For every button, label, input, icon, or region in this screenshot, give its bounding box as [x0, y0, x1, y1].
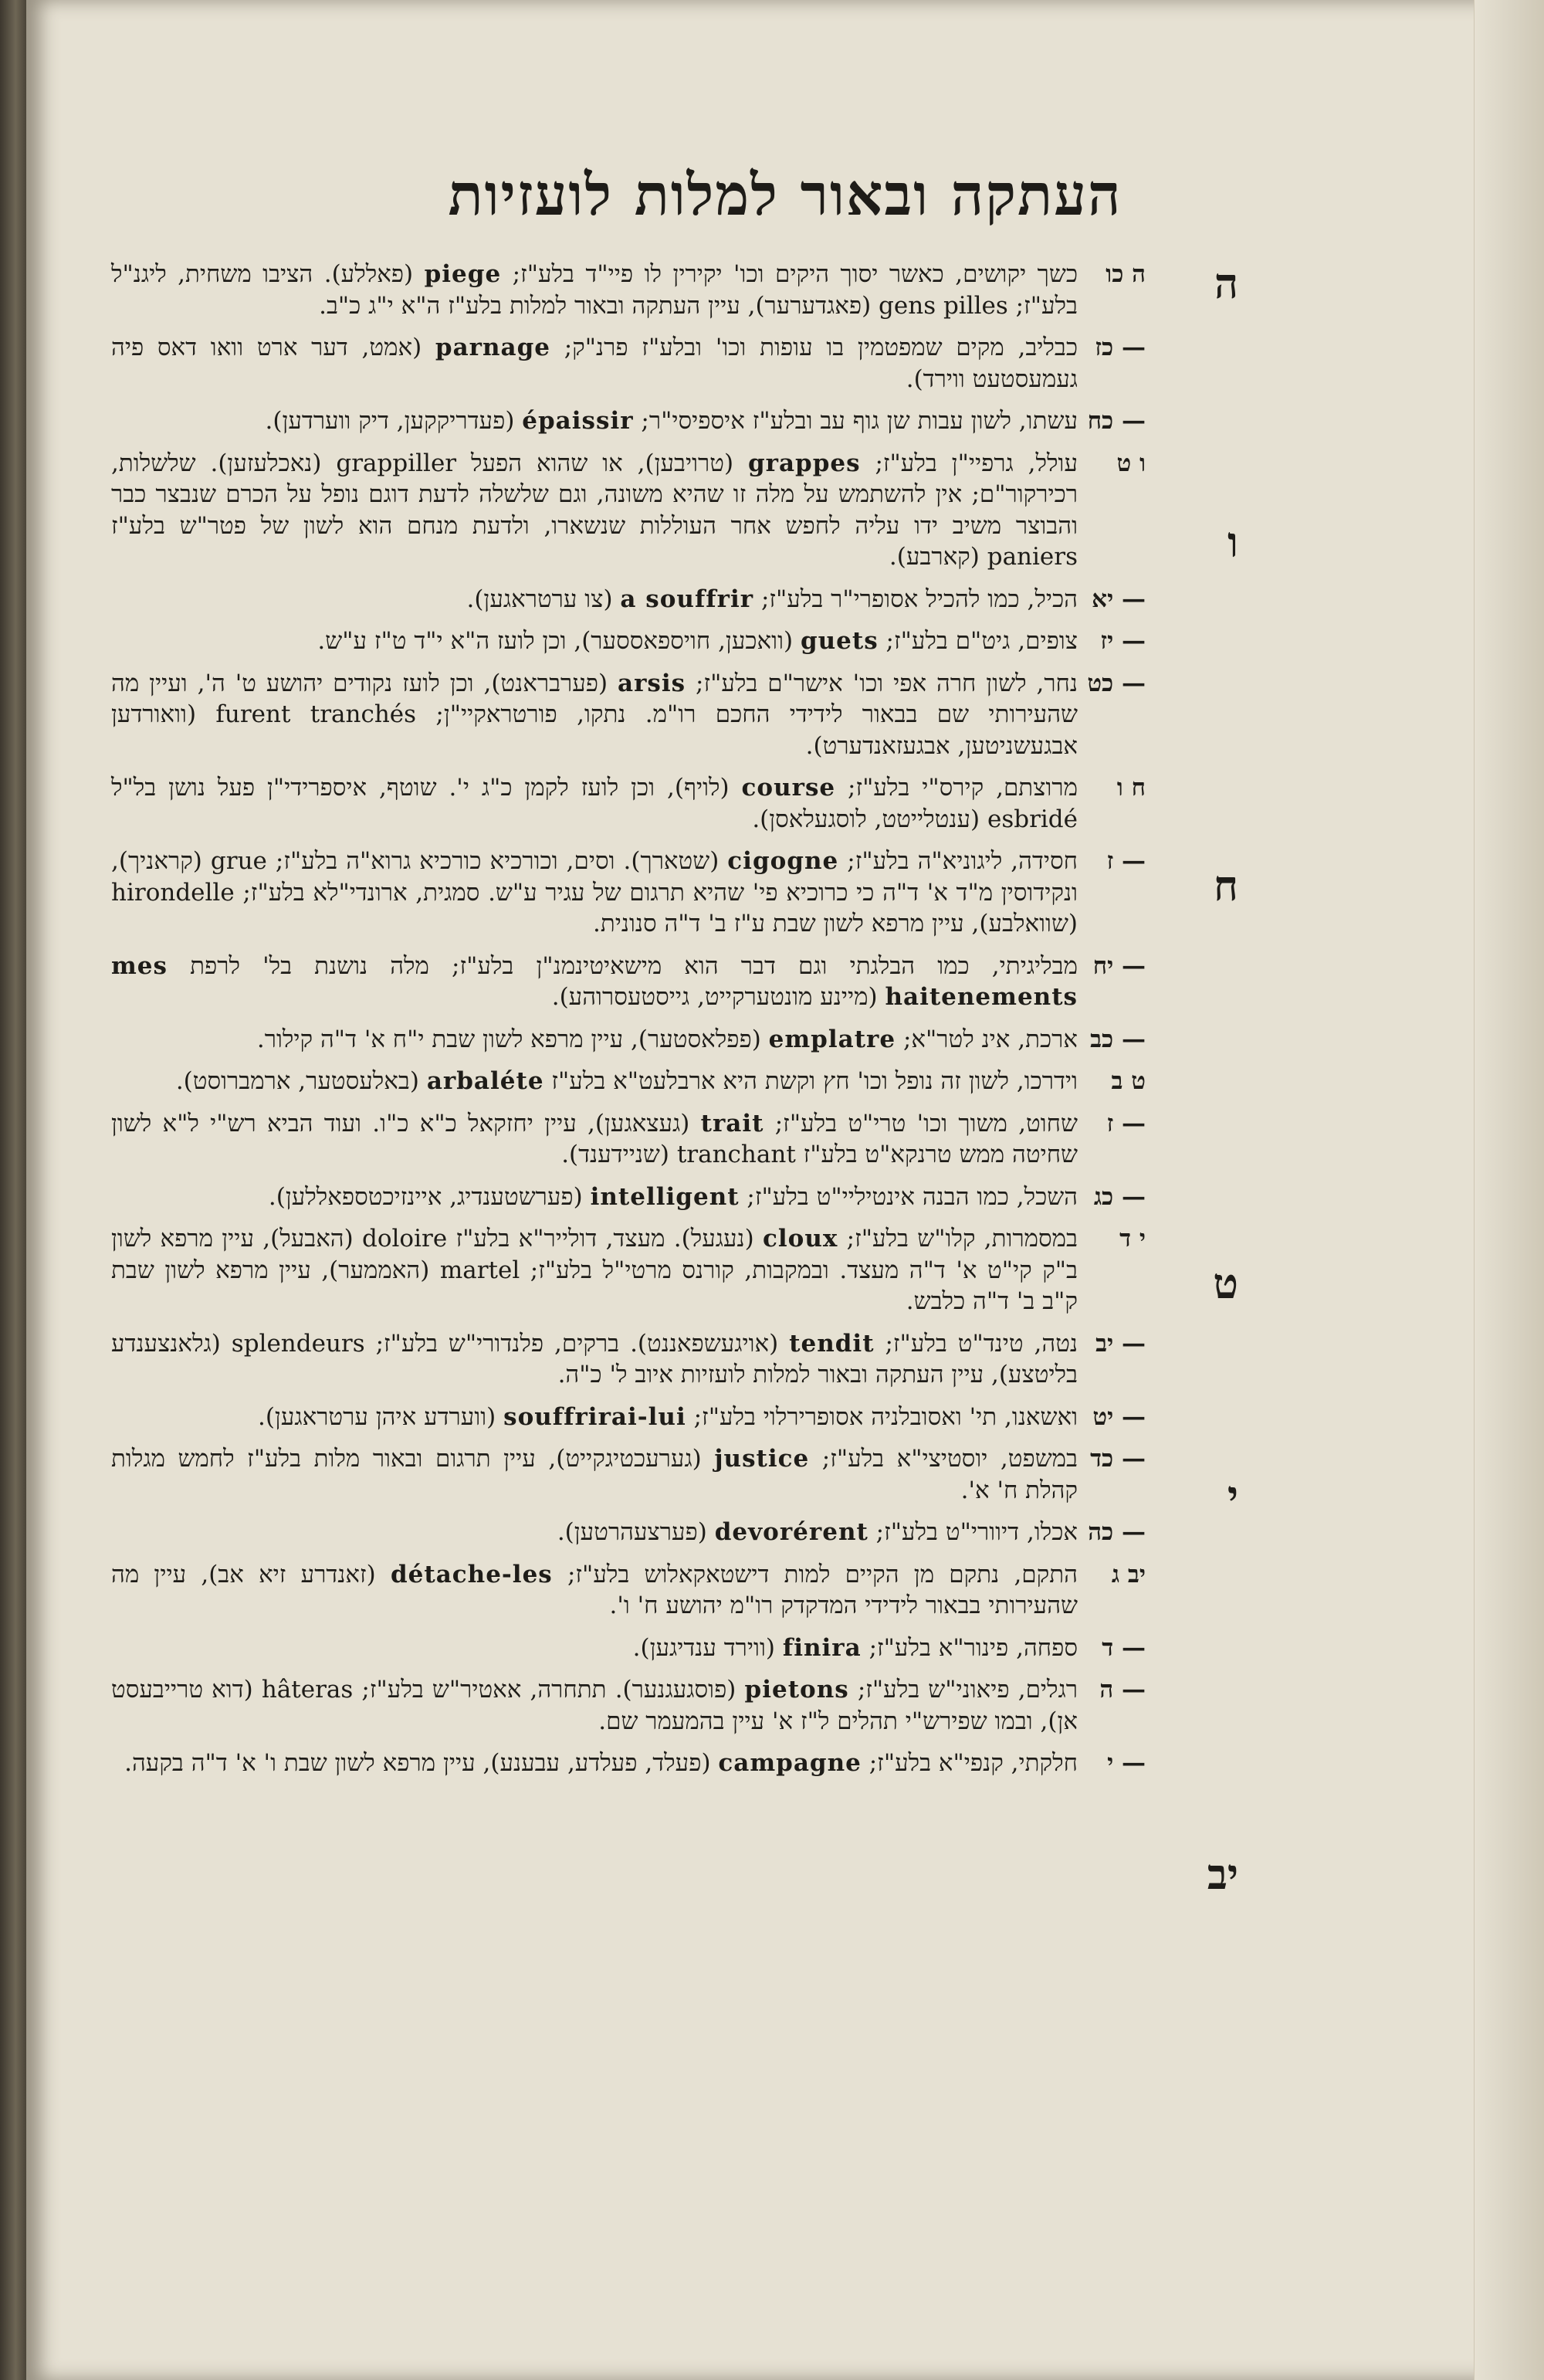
entry-hebrew: ארכת, אינ לטר"א;: [896, 1025, 1078, 1053]
entries-list: [111, 259, 1146, 2305]
entry: [111, 1674, 1146, 1737]
entry-latin-word: parnage: [435, 334, 551, 361]
entry-text: [111, 772, 1078, 835]
entry-hebrew: צופים, גיט"ם בלע"ז;: [878, 627, 1078, 655]
entry-latin-word: course: [741, 774, 836, 802]
entry-number: ו ט: [1116, 449, 1146, 477]
entry: [111, 1066, 1146, 1097]
entry: [111, 846, 1146, 940]
entry-latin-word: arbaléte: [426, 1067, 544, 1095]
entry-gloss: (צו ערטראגען).: [466, 585, 621, 613]
entry-number: — יז: [1100, 627, 1146, 655]
entry: [111, 1223, 1146, 1317]
page-header: העתקה ובאור למלות לועזיות: [448, 162, 1122, 229]
entry-gloss: (אמט, דער ארט וואו דאס פיה געמעסטעט ווירד).: [111, 334, 1078, 393]
entry-text: [111, 584, 1078, 615]
entry-hebrew: שחוט, משוך וכו' טרי"ט בלע"ז;: [764, 1109, 1078, 1137]
entry-number: — כח: [1087, 407, 1146, 435]
entry-latin-word: guets: [800, 627, 879, 655]
entry-latin-word: devorérent: [714, 1518, 868, 1546]
entry-latin-word: campagne: [718, 1749, 862, 1777]
entry-gloss: (געצאגען), עיין יחזקאל כ"א כ"ו. ועוד הביא רש"י ל"א לשון שחיטה ממש טרנקא"ט בלע"ז tranchant (שניידענד).: [111, 1109, 1078, 1168]
entry: [111, 448, 1146, 573]
entry-text: [111, 1402, 1078, 1433]
entry: [111, 332, 1146, 395]
entry: [111, 626, 1146, 657]
entry-number: יב ג: [1111, 1560, 1146, 1588]
entry-gloss: (וואכען, חויספאססער), וכן לועז ה"א י"ד ט"ז ע"ש.: [317, 627, 801, 655]
entry-hebrew: נטה, טינד"ט בלע"ז;: [874, 1329, 1078, 1358]
entry-hebrew: עולל, גרפיי"ן בלע"ז;: [860, 449, 1078, 477]
entry-gloss: (פעדריקקען, דיק ווערדען).: [265, 407, 523, 435]
entry-hebrew: מרוצתם, קירס"י בלע"ז;: [835, 774, 1078, 802]
entry-text: [111, 405, 1078, 437]
entry-number: — ז: [1106, 1109, 1146, 1137]
entry-number: — יב: [1095, 1329, 1146, 1358]
entry-gloss: (פוסגעגנער). תתחרה, אאטיר"ש בלע"ז; hâteras (דוא טרייבעסט אן), ובמו שפירש"י תהלים ל"ז א' עיין בהמעמר שם.: [111, 1676, 1078, 1735]
entry: [111, 259, 1146, 321]
entry-hebrew: חלקתי, קנפי"א בלע"ז;: [861, 1749, 1078, 1777]
entry-text: [111, 626, 1078, 657]
book-spine: [0, 0, 26, 2380]
entry-number: — ז: [1106, 847, 1146, 875]
entry-hebrew: ואשאנו, תי' ואסובלניה אסופרירלוי בלע"ז;: [686, 1402, 1078, 1431]
entry-hebrew: התקם, נתקם מן הקיים למות דישטאקאלוש בלע"ז;: [552, 1560, 1078, 1588]
entry-text: [111, 668, 1078, 762]
entry-hebrew: ספחה, פינור"א בלע"ז;: [861, 1633, 1078, 1662]
entry-number: — כז: [1095, 334, 1146, 361]
entry: [111, 1402, 1146, 1433]
page: [26, 0, 1544, 2380]
entry-text: [111, 1223, 1078, 1317]
entry: [111, 668, 1146, 762]
entry-gloss: (באלעסטער, ארמברוסט).: [175, 1067, 427, 1095]
entry-number: — יח: [1092, 951, 1146, 980]
entry-hebrew: וידרכו, לשון זה נופל וכו' חץ וקשת היא ארבלעט"א בלע"ז: [543, 1067, 1078, 1095]
entry-latin-word: trait: [700, 1109, 764, 1137]
entry-text: [111, 259, 1078, 321]
entry-latin-word: justice: [714, 1445, 810, 1473]
entry-latin-word: épaissir: [522, 407, 634, 435]
entry-latin-word: mes haitenements: [111, 951, 1078, 1011]
entry-latin-word: souffrirai-lui: [503, 1402, 686, 1431]
chapter-margin: [1146, 259, 1238, 2305]
entry-number: י ד: [1119, 1225, 1146, 1253]
entry: [111, 1024, 1146, 1056]
entry-number: ח ו: [1116, 774, 1146, 802]
entry-text: [111, 332, 1078, 395]
entry-number: — כב: [1090, 1025, 1146, 1053]
entry-text: [111, 1674, 1078, 1737]
entry-number: — ה: [1099, 1676, 1146, 1704]
chapter-letter: ח: [1214, 861, 1238, 910]
entry-text: [111, 1066, 1078, 1097]
entry: [111, 772, 1146, 835]
entry-hebrew: כשך יקושים, כאשר יסוך היקים וכו' יקירין לו פיי"ד בלע"ז;: [501, 260, 1078, 288]
entry-hebrew: חסידה, ליגוניא"ה בלע"ז;: [838, 847, 1078, 875]
entry: [111, 1328, 1146, 1391]
entry-number: ה כו: [1106, 260, 1146, 288]
entry-gloss: (אויגעשפאננט). ברקים, פלנדורי"ש בלע"ז; splendeurs (גלאנצענדע בליטצע), עיין העתקה ובאור למלות לועזיות איוב ל' כ"ה.: [111, 1329, 1078, 1388]
entry: [111, 1517, 1146, 1548]
entry: [111, 1559, 1146, 1622]
entry-number: — כה: [1088, 1518, 1146, 1546]
entry-number: — כג: [1093, 1182, 1146, 1211]
entry-text: [111, 1559, 1078, 1622]
entry-gloss: (פערבראנט), וכן לועז נקודים יהושע ט' ה', ועיין מה שהעירותי שם בבאור לידידי החכם רו"מ. נתקו, פורטראקיי"ן; furent tranchés (וואורדען אבגעשניטען, אבגעזאנדערט).: [111, 669, 1078, 760]
chapter-letter: ו: [1227, 517, 1238, 567]
entry-number: — ד: [1102, 1633, 1146, 1662]
entry-hebrew: רגלים, פיאוני"ש בלע"ז;: [848, 1676, 1078, 1704]
entry-hebrew: נחר, לשון חרה אפי וכו' אישר"ם בלע"ז;: [686, 669, 1078, 697]
entry-latin-word: emplatre: [768, 1025, 896, 1053]
entry-latin-word: pietons: [744, 1676, 849, 1704]
entry-hebrew: הכיל, כמו להכיל אסופרי"ר בלע"ז;: [753, 585, 1078, 613]
entry-latin-word: piege: [424, 260, 502, 288]
entry-gloss: (טרויבען), או שהוא הפעל grappiller (נאכלעזען). שלשלות, רכירקור"ם; אין להשתמש על מלה זו שהיא משונה, וגם שלשלה לדעת דוגם נופל על הכרם שנבצר כבר והבוצר משיב ידו עליה לחפש אחר העוללות שנשארו, ולדעת מנחם הוא לשון של פטר"ש בלע"ז paniers (קארבע).: [111, 449, 1078, 571]
chapter-letter: ה: [1214, 259, 1238, 308]
entry-gloss: (פאללע). הציבו משחית, ליגנ"ל בלע"ז; gens pilles (פאגדערער), עיין העתקה ובאור למלות בלע"ז ה"א י"ג כ"ב.: [111, 260, 1078, 320]
entry-gloss: (גערעכטיגקייט), עיין תרגום ובאור מלות בלע"ז לחמש מגלות קהלת ח' א'.: [111, 1445, 1078, 1504]
entry-gloss: (שטארך). וסים, וכורכיא כורכיא גרוא"ה בלע"ז; grue (קראניך), ונקידוסין מ"ד א' ד"ה כי כרוכיא פי' שהיא תרגום של עגיר ע"ש. סמגית, ארונדי"לא בלע"ז; hirondelle (שוואלבע), עיין מרפא לשון שבת ע"ז ב' ד"ה סנונית.: [111, 847, 1078, 937]
entry-latin-word: arsis: [618, 669, 686, 697]
entry: [111, 405, 1146, 437]
entry-number: ט ב: [1111, 1067, 1146, 1095]
entry-gloss: (פערשטענדיג, איינזיכטספאללען).: [268, 1182, 591, 1211]
entry-hebrew: כבליב, מקים שמפטמין בו עופות וכו' ובלע"ז פרנ"ק;: [550, 334, 1078, 361]
entry-gloss: (מיינע מונטערקייט, גייסטעסרוהע).: [551, 983, 885, 1011]
entry-hebrew: השכל, כמו הבנה אינטיליי"ט בלע"ז;: [739, 1182, 1078, 1211]
chapter-letter: יב: [1207, 1849, 1238, 1899]
entry-text: [111, 1443, 1078, 1506]
entry-hebrew: אכלו, דיוורי"ט בלע"ז;: [868, 1518, 1078, 1546]
entry: [111, 1748, 1146, 1779]
entry-text: [111, 1024, 1078, 1056]
page-edge: [1474, 0, 1544, 2380]
entry-text: [111, 1328, 1078, 1391]
entry: [111, 1443, 1146, 1506]
entry-text: [111, 1108, 1078, 1171]
entry-gloss: (נעגעל). מעצד, דולייר"א בלע"ז doloire (האבעל), עיין מרפא לשון ב"ק קי"ט א' ד"ה מעצד. ובמקבות, קורנס מרטי"ל בלע"ז; martel (האממער), עיין מרפא לשון שבת ק"ב ב' ד"ה כלבש.: [111, 1225, 1078, 1315]
entry-number: — יט: [1092, 1402, 1146, 1431]
entry: [111, 951, 1146, 1013]
entry-latin-word: cigogne: [727, 847, 839, 875]
entry-number: — י: [1107, 1749, 1146, 1777]
entry-latin-word: grappes: [747, 449, 861, 477]
entry-text: [111, 1748, 1078, 1779]
entry-gloss: (ווערדע איהן ערטראגען).: [257, 1402, 504, 1431]
entry: [111, 1108, 1146, 1171]
entry-gloss: (פפלאסטער), עיין מרפא לשון שבת י"ח א' ד"ה קילור.: [256, 1025, 769, 1053]
entry-hebrew: עשתו, לשון עבות שן גוף עב ובלע"ז איספיסי"ר;: [633, 407, 1078, 435]
entry-latin-word: détache-les: [390, 1560, 553, 1588]
entry-text: [111, 1182, 1078, 1213]
entry: [111, 1632, 1146, 1664]
entry-latin-word: a souffrir: [620, 585, 754, 613]
entry-hebrew: במסמרות, קלו"ש בלע"ז;: [838, 1225, 1078, 1253]
entry-text: [111, 1517, 1078, 1548]
entry-text: [111, 846, 1078, 940]
entry-gloss: (פעלד, פעלדע, עבענע), עיין מרפא לשון שבת ו' א' ד"ה בקעה.: [124, 1749, 719, 1777]
entry-latin-word: tendit: [789, 1329, 875, 1358]
entry-latin-word: intelligent: [590, 1182, 740, 1211]
entry-number: — כד: [1090, 1445, 1146, 1473]
entry-text: [111, 1632, 1078, 1664]
entry: [111, 1182, 1146, 1213]
entry-number: — כט: [1087, 669, 1146, 697]
entry-hebrew: מבליגיתי, כמו הבלגתי וגם דבר הוא מישאיטינמנ"ן בלע"ז; מלה נושנת בל' לרפת: [167, 951, 1078, 980]
entry-latin-word: finira: [782, 1633, 862, 1662]
entry: [111, 584, 1146, 615]
chapter-letter: י: [1227, 1471, 1238, 1521]
entry-number: — יא: [1092, 585, 1146, 613]
entry-gloss: (פערצעהרטען).: [557, 1518, 715, 1546]
entry-hebrew: במשפט, יוסטיצי"א בלע"ז;: [809, 1445, 1078, 1473]
entry-gloss: (זאנדרע זיא אב), עיין מה שהעירותי בבאור לידידי המדקדק רו"מ יהושע ח' ו'.: [111, 1560, 1078, 1619]
entry-text: [111, 951, 1078, 1013]
entry-text: [111, 448, 1078, 573]
entry-latin-word: cloux: [763, 1225, 838, 1253]
chapter-letter: ט: [1213, 1259, 1238, 1308]
entry-gloss: (לויף), וכן לועז לקמן כ"ג י'. שוטף, איספרידי"ן פעל נושן בל"ל esbridé (ענטלייטט, לוסגעלאסן).: [111, 774, 1078, 833]
entry-gloss: (ווירד ענדיגען).: [632, 1633, 783, 1662]
